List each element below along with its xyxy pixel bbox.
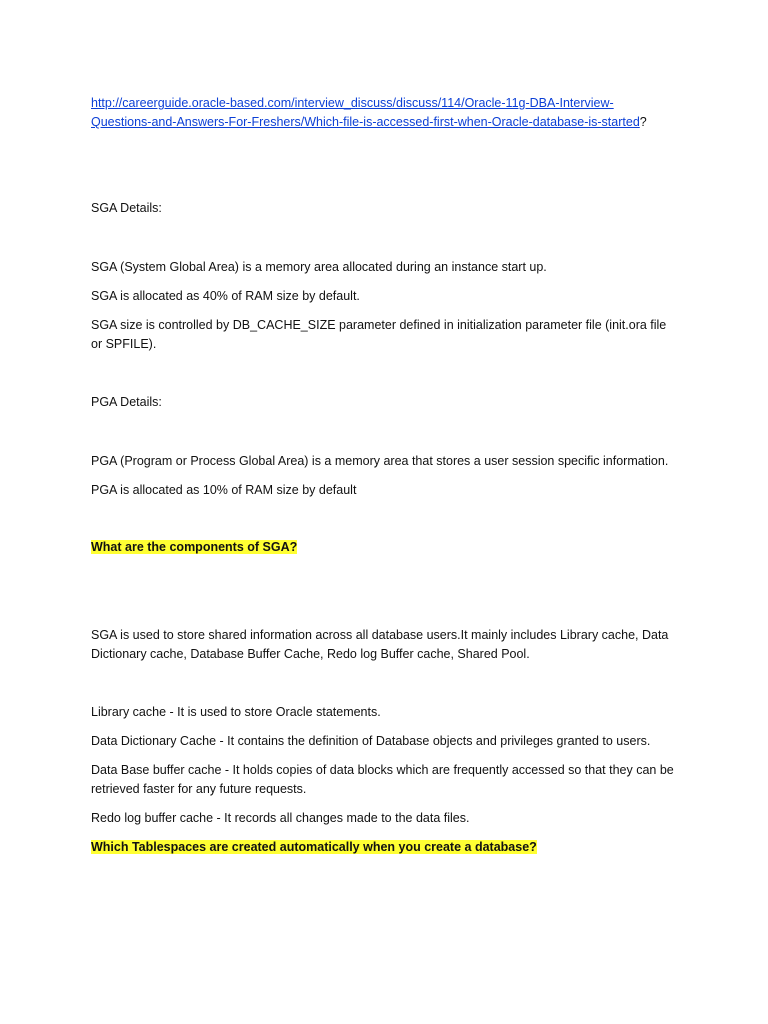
components-question-highlight: What are the components of SGA? <box>91 540 298 554</box>
components-intro-line2: Dictionary cache, Database Buffer Cache, Redo log Buffer cache, Shared Pool. <box>91 647 530 661</box>
data-dictionary-text: Data Dictionary Cache - It contains the definition of Database objects and privileges granted to users. <box>91 734 651 748</box>
source-link[interactable] <box>91 96 640 129</box>
components-intro-line1: SGA is used to store shared information across all database users.It mainly includes Library cache, Data <box>91 628 669 642</box>
source-link-line1[interactable]: http://careerguide.oracle-based.com/interview_discuss/discuss/114/Oracle-11g-DBA-Interview- <box>91 96 614 110</box>
source-link-line2[interactable]: Questions-and-Answers-For-Freshers/Which-file-is-accessed-first-when-Oracle-database-is-started <box>91 115 640 129</box>
tablespaces-question <box>91 838 691 857</box>
library-cache-text: Library cache - It is used to store Oracle statements. <box>91 705 381 719</box>
pga-paragraph-2: PGA is allocated as 10% of RAM size by default <box>91 483 357 497</box>
sga-heading: SGA Details: <box>91 201 162 215</box>
pga-heading: PGA Details: <box>91 395 162 409</box>
sga-paragraph-3 <box>91 316 691 354</box>
link-trailing-mark: ? <box>639 115 647 129</box>
redo-log-text: Redo log buffer cache - It records all changes made to the data files. <box>91 811 470 825</box>
buffer-cache-line1: Data Base buffer cache - It holds copies of data blocks which are frequently accessed so that they can be <box>91 763 674 777</box>
sga-paragraph-3-line1: SGA size is controlled by DB_CACHE_SIZE parameter defined in initialization parameter file (init.ora file <box>91 318 667 332</box>
components-intro <box>91 626 691 664</box>
pga-paragraph-1: PGA (Program or Process Global Area) is a memory area that stores a user session specific information. <box>91 454 669 468</box>
sga-paragraph-3-line2: or SPFILE). <box>91 337 157 351</box>
source-link-paragraph <box>91 94 691 132</box>
buffer-cache-line2: retrieved faster for any future requests. <box>91 782 307 796</box>
sga-paragraph-1: SGA (System Global Area) is a memory area allocated during an instance start up. <box>91 260 547 274</box>
buffer-cache-text <box>91 761 691 799</box>
tablespaces-question-highlight: Which Tablespaces are created automatically when you create a database? <box>91 840 537 854</box>
sga-paragraph-2: SGA is allocated as 40% of RAM size by default. <box>91 289 360 303</box>
components-question <box>91 538 681 557</box>
